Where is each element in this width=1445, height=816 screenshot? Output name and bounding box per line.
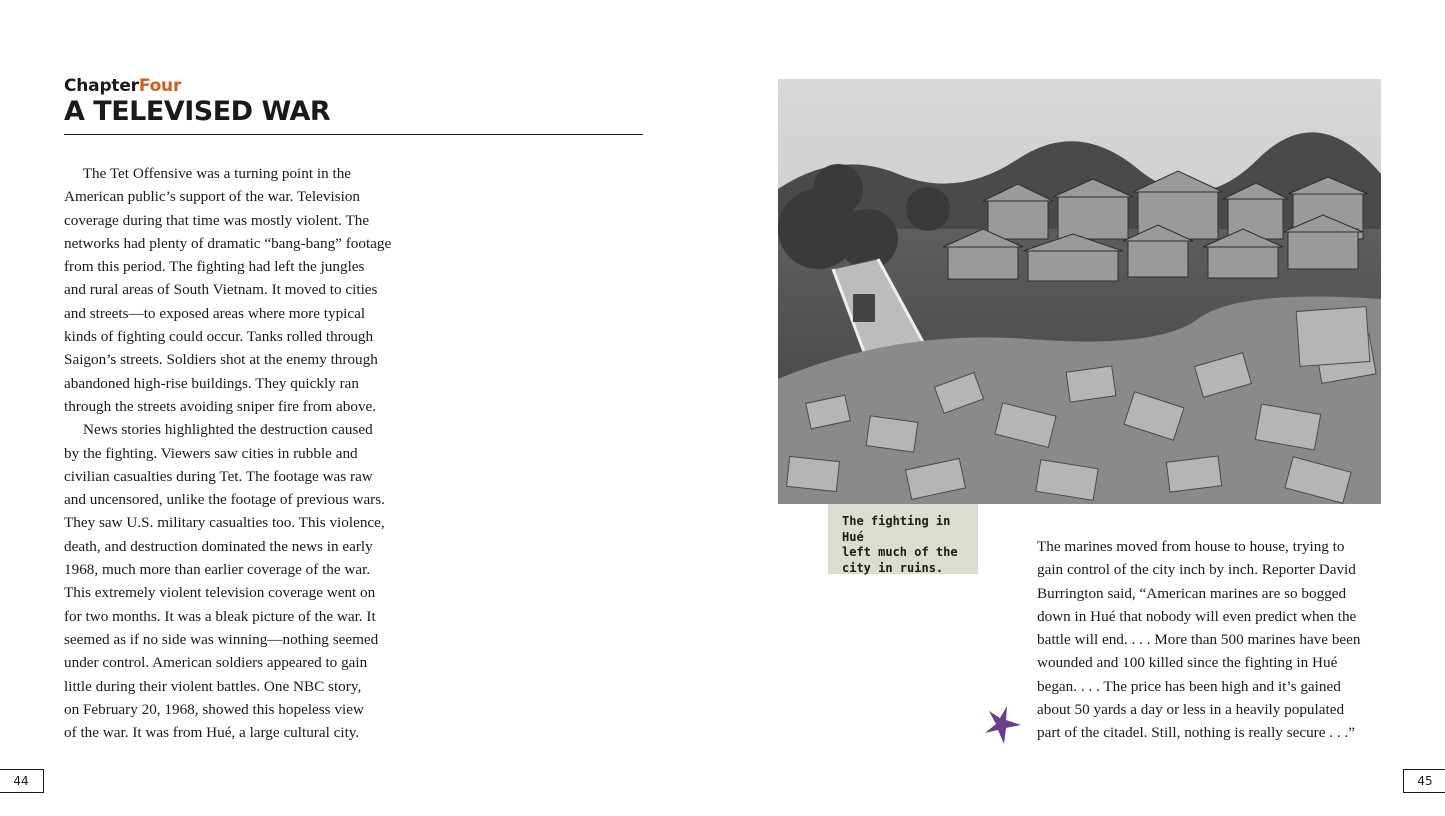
- text-line: and uncensored, unlike the footage of previous wars.: [64, 491, 385, 509]
- text-line: Saigon’s streets. Soldiers shot at the enemy through: [64, 351, 378, 369]
- star-icon: [985, 706, 1021, 744]
- text-line: The Tet Offensive was a turning point in the: [64, 165, 352, 182]
- text-line: kinds of fighting could occur. Tanks rolled through: [64, 328, 374, 346]
- text-line: about 50 yards a day or less in a heavily populated: [1037, 701, 1345, 719]
- text-line: This extremely violent television coverage went on: [64, 584, 376, 602]
- text-line: from this period. The fighting had left the jungles: [64, 258, 365, 276]
- text-line: by the fighting. Viewers saw cities in rubble and: [64, 444, 358, 462]
- text-line: little during their violent battles. One NBC story,: [64, 677, 362, 695]
- chapter-label: [64, 76, 181, 96]
- page-number-right: 45: [1403, 769, 1445, 793]
- page-number-left: 44: [0, 769, 44, 793]
- text-line: Burrington said, “American marines are so bogged: [1037, 584, 1347, 602]
- text-line: 1968, much more than earlier coverage of the war.: [64, 561, 371, 579]
- text-line: The marines moved from house to house, trying to: [1037, 538, 1345, 555]
- text-line: News stories highlighted the destruction caused: [64, 421, 373, 439]
- text-line: wounded and 100 killed since the fighting in Hué: [1037, 654, 1338, 672]
- title-divider: [64, 134, 643, 135]
- text-line: battle will end. . . . More than 500 marines have been: [1037, 631, 1361, 649]
- text-line: of the war. It was from Hué, a large cultural city.: [64, 724, 360, 742]
- text-line: They saw U.S. military casualties too. This violence,: [64, 514, 385, 532]
- photo-caption-text: The fighting in Hué left much of the city in ruins.: [842, 514, 958, 575]
- chapter-label-prefix: Chapter: [64, 76, 139, 96]
- text-line: under control. American soldiers appeared to gain: [64, 654, 368, 672]
- right-column-text: [1037, 535, 1397, 745]
- text-line: coverage during that time was mostly violent. The: [64, 211, 370, 229]
- hue-ruins-photo: [778, 79, 1381, 504]
- text-line: down in Hué that nobody will even predict when the: [1037, 607, 1357, 625]
- text-line: on February 20, 1968, showed this hopeless view: [64, 700, 364, 718]
- text-line: abandoned high-rise buildings. They quickly ran: [64, 374, 359, 392]
- text-line: and rural areas of South Vietnam. It moved to cities: [64, 281, 378, 299]
- text-line: civilian casualties during Tet. The footage was raw: [64, 467, 373, 485]
- chapter-title: A TELEVISED WAR: [64, 96, 331, 127]
- text-line: gain control of the city inch by inch. Reporter David: [1037, 561, 1356, 579]
- text-line: part of the citadel. Still, nothing is really secure . . .”: [1037, 724, 1356, 742]
- text-line: death, and destruction dominated the news in early: [64, 537, 373, 555]
- left-column-text: [64, 162, 424, 744]
- star-shape: [985, 706, 1021, 744]
- text-line: and streets—to exposed areas where more typical: [64, 304, 366, 322]
- text-line: networks had plenty of dramatic “bang-bang” footage: [64, 234, 392, 252]
- text-line: American public’s support of the war. Television: [64, 188, 361, 206]
- text-line: for two months. It was a bleak picture of the war. It: [64, 607, 376, 625]
- photo-caption: [828, 504, 978, 574]
- chapter-number: Four: [138, 76, 182, 96]
- text-line: seemed as if no side was winning—nothing seemed: [64, 630, 379, 648]
- text-line: through the streets avoiding sniper fire from above.: [64, 397, 377, 415]
- text-line: began. . . . The price has been high and it’s gained: [1037, 677, 1341, 695]
